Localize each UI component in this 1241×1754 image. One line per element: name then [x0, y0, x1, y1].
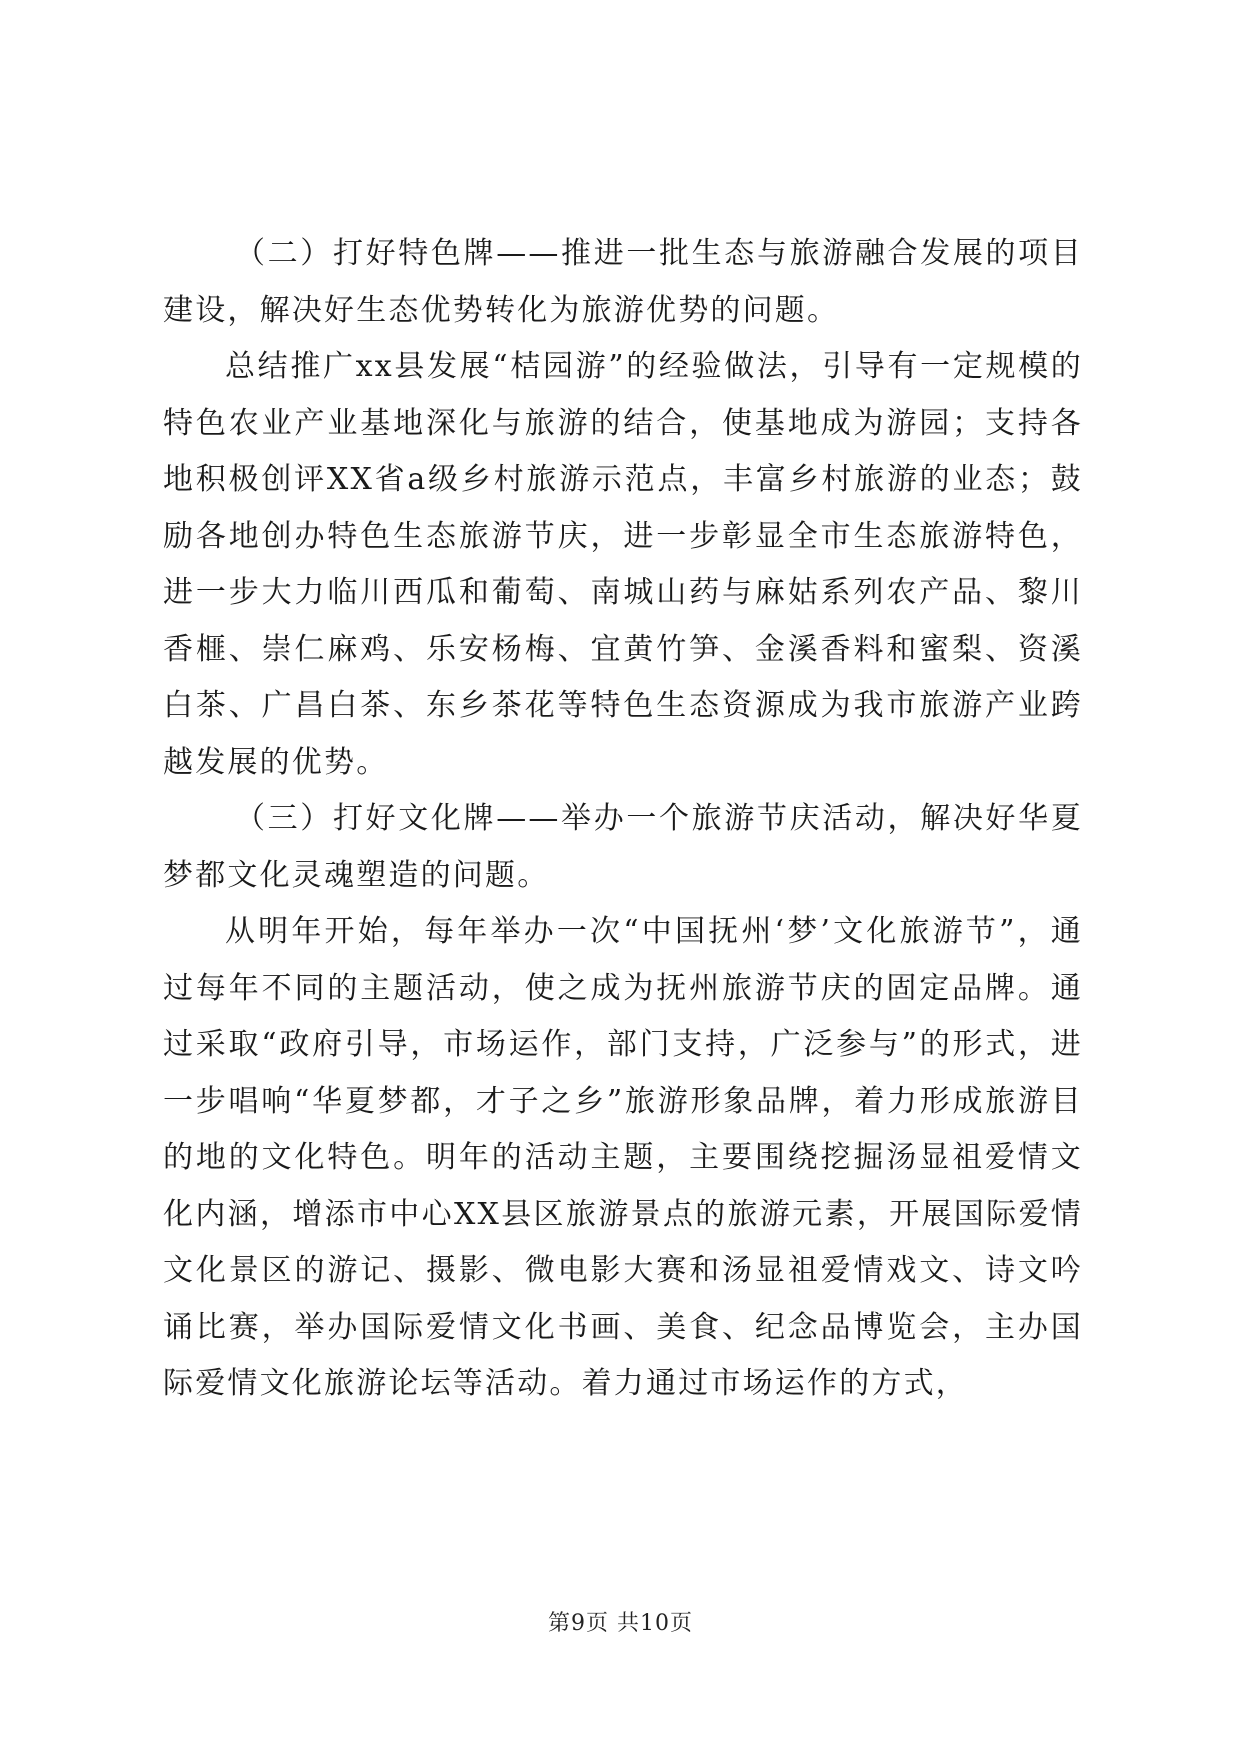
section-heading-3: （三）打好文化牌——举办一个旅游节庆活动，解决好华夏梦都文化灵魂塑造的问题。	[163, 801, 1083, 893]
document-body	[163, 226, 1083, 1413]
page-number-footer: 第9页 共10页	[548, 1611, 693, 1636]
section-heading-2: （二）打好特色牌——推进一批生态与旅游融合发展的项目建设，解决好生态优势转化为旅游优势的问题。	[163, 236, 1083, 328]
body-paragraph-2: 从明年开始，每年举办一次“中国抚州‘梦’文化旅游节”，通过每年不同的主题活动，使之成为抚州旅游节庆的固定品牌。通过采取“政府引导，市场运作，部门支持，广泛参与”的形式，进一步唱响“华夏梦都，才子之乡”旅游形象品牌，着力形成旅游目的地的文化特色。明年的活动主题，主要围绕挖掘汤显祖爱情文化内涵，增添市中心XX县区旅游景点的旅游元素，开展国际爱情文化景区的游记、摄影、微电影大赛和汤显祖爱情戏文、诗文吟诵比赛，举办国际爱情文化书画、美食、纪念品博览会，主办国际爱情文化旅游论坛等活动。着力通过市场运作的方式，	[163, 914, 1083, 1401]
body-paragraph-1: 总结推广xx县发展“桔园游”的经验做法，引导有一定规模的特色农业产业基地深化与旅游的结合，使基地成为游园；支持各地积极创评XX省a级乡村旅游示范点，丰富乡村旅游的业态；鼓励各地创办特色生态旅游节庆，进一步彰显全市生态旅游特色，进一步大力临川西瓜和葡萄、南城山药与麻姑系列农产品、黎川香榧、崇仁麻鸡、乐安杨梅、宜黄竹笋、金溪香料和蜜梨、资溪白茶、广昌白茶、东乡茶花等特色生态资源成为我市旅游产业跨越发展的优势。	[163, 349, 1083, 780]
